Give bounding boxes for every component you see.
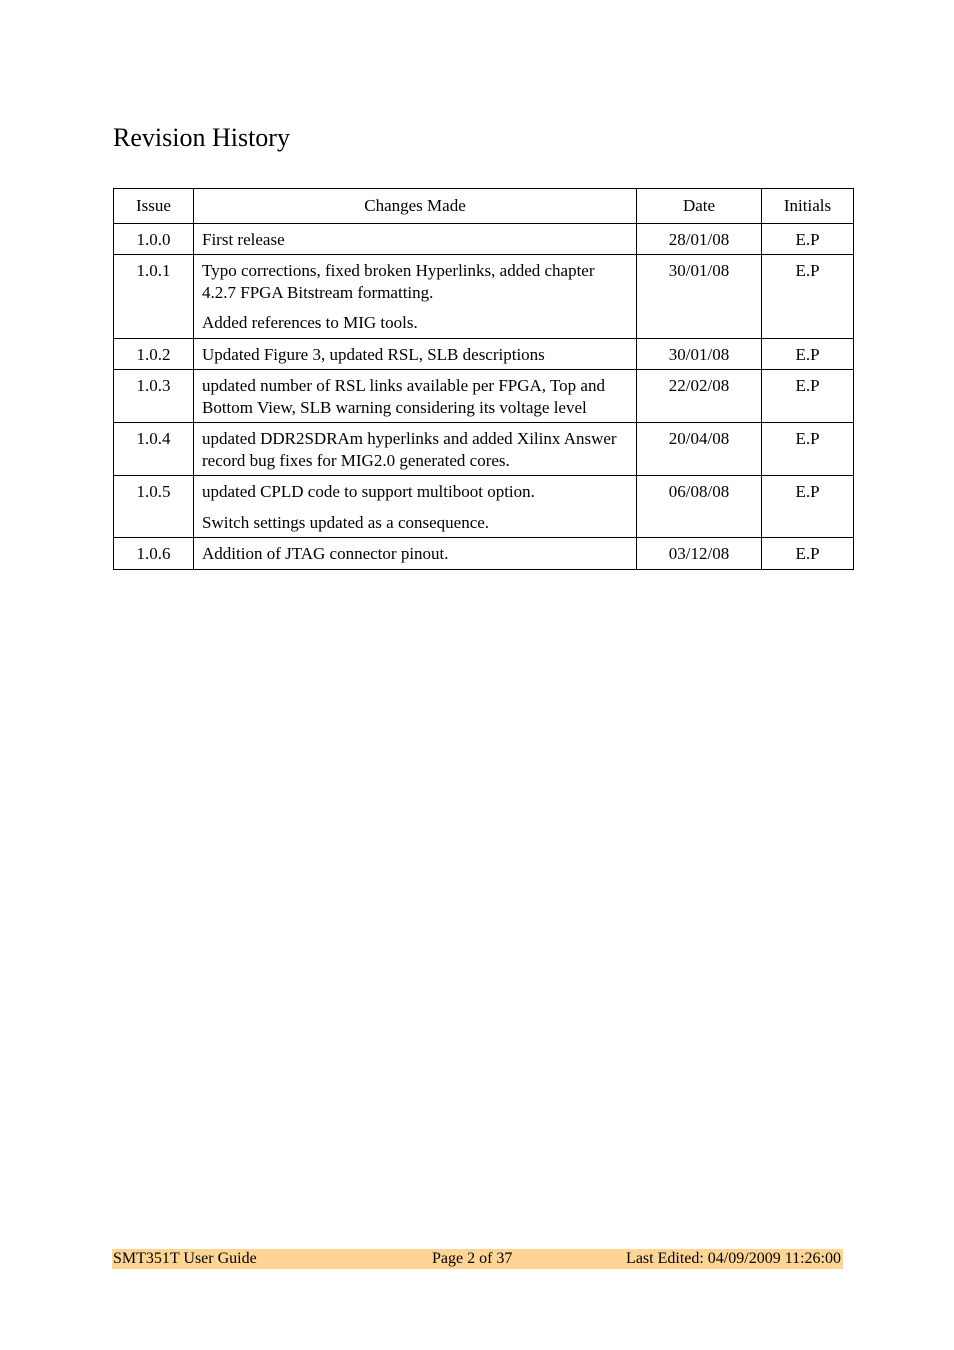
change-text: updated DDR2SDRAm hyperlinks and added Xilinx Answer record bug fixes for MIG2.0 generated cores. bbox=[202, 429, 617, 470]
table-row bbox=[114, 223, 854, 255]
column-header-initials: Initials bbox=[762, 189, 854, 224]
changes-cell bbox=[194, 223, 637, 255]
changes-cell bbox=[194, 370, 637, 423]
change-text: First release bbox=[202, 229, 285, 249]
date-cell: 28/01/08 bbox=[637, 223, 762, 255]
table-row bbox=[114, 423, 854, 476]
revision-history-table bbox=[113, 188, 854, 570]
page-footer bbox=[112, 1249, 843, 1269]
issue-cell: 1.0.2 bbox=[114, 338, 194, 370]
change-text: Updated Figure 3, updated RSL, SLB descriptions bbox=[202, 344, 545, 364]
table-row bbox=[114, 538, 854, 570]
date-cell: 20/04/08 bbox=[637, 423, 762, 476]
changes-cell bbox=[194, 423, 637, 476]
change-text: updated CPLD code to support multiboot option. bbox=[202, 482, 535, 501]
changes-cell bbox=[194, 338, 637, 370]
table-row bbox=[114, 476, 854, 538]
initials-cell: E.P bbox=[762, 255, 854, 339]
change-text: updated number of RSL links available per FPGA, Top and Bottom View, SLB warning considering its voltage level bbox=[202, 376, 605, 417]
table-header-row bbox=[114, 189, 854, 224]
changes-cell bbox=[194, 476, 637, 538]
footer-document-title: SMT351T User Guide bbox=[113, 1250, 257, 1267]
change-text: Typo corrections, fixed broken Hyperlinks, added chapter 4.2.7 FPGA Bitstream formatting. bbox=[202, 261, 595, 302]
change-text: Addition of JTAG connector pinout. bbox=[202, 544, 449, 563]
column-header-issue: Issue bbox=[114, 189, 194, 224]
footer-page-number: Page 2 of 37 bbox=[432, 1250, 513, 1267]
date-cell: 30/01/08 bbox=[637, 338, 762, 370]
issue-cell: 1.0.4 bbox=[114, 423, 194, 476]
date-cell: 22/02/08 bbox=[637, 370, 762, 423]
initials-cell: E.P bbox=[762, 423, 854, 476]
change-text: Switch settings updated as a consequence. bbox=[202, 512, 490, 532]
initials-cell: E.P bbox=[762, 476, 854, 538]
changes-cell bbox=[194, 538, 637, 570]
issue-cell: 1.0.1 bbox=[114, 255, 194, 339]
table-row bbox=[114, 255, 854, 339]
issue-cell: 1.0.6 bbox=[114, 538, 194, 570]
date-cell: 30/01/08 bbox=[637, 255, 762, 339]
change-text: Added references to MIG tools. bbox=[202, 313, 418, 332]
issue-cell: 1.0.3 bbox=[114, 370, 194, 423]
initials-cell: E.P bbox=[762, 538, 854, 570]
table-row bbox=[114, 338, 854, 370]
initials-cell: E.P bbox=[762, 338, 854, 370]
issue-cell: 1.0.5 bbox=[114, 476, 194, 538]
issue-cell: 1.0.0 bbox=[114, 223, 194, 255]
column-header-date: Date bbox=[637, 189, 762, 224]
page-heading: Revision History bbox=[113, 123, 290, 152]
column-header-changes: Changes Made bbox=[194, 189, 637, 224]
footer-last-edited: Last Edited: 04/09/2009 11:26:00 bbox=[626, 1250, 841, 1267]
date-cell: 03/12/08 bbox=[637, 538, 762, 570]
table-row bbox=[114, 370, 854, 423]
changes-cell bbox=[194, 255, 637, 339]
date-cell: 06/08/08 bbox=[637, 476, 762, 538]
initials-cell: E.P bbox=[762, 223, 854, 255]
initials-cell: E.P bbox=[762, 370, 854, 423]
